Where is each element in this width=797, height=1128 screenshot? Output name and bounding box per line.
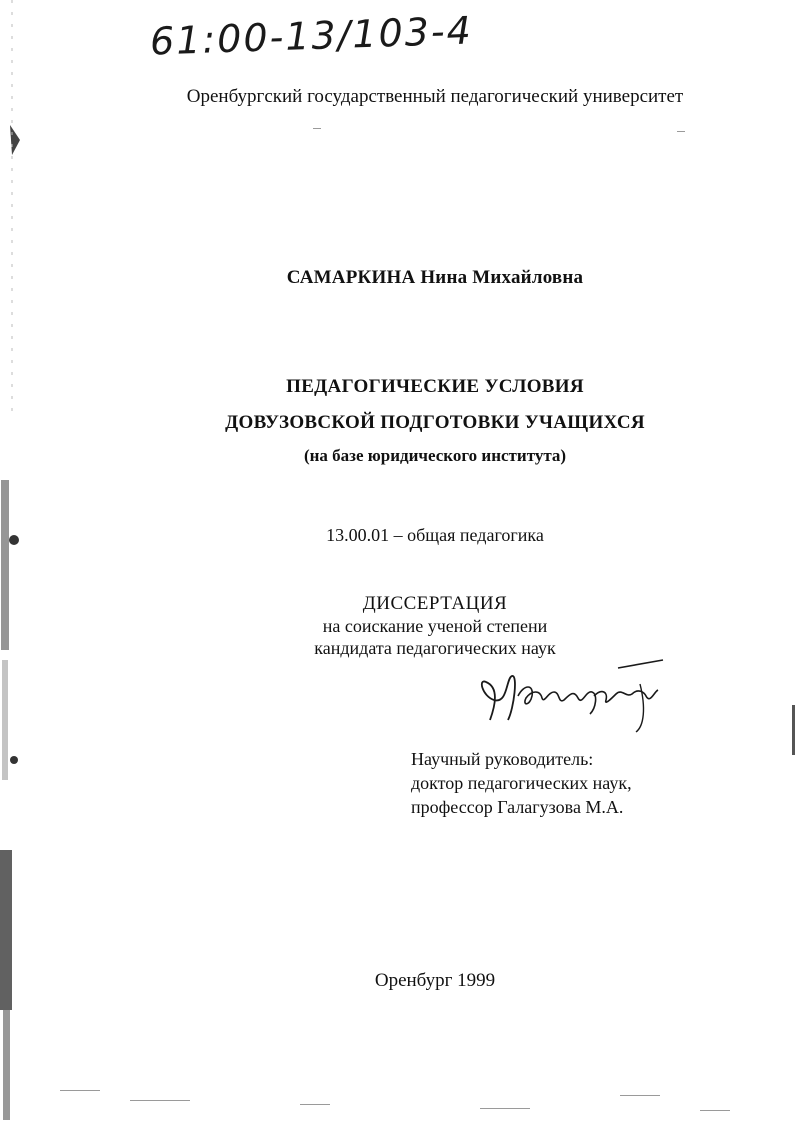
degree-line-1: на соискание ученой степени — [322, 616, 548, 636]
title-line-2: ДОВУЗОВСКОЙ ПОДГОТОВКИ УЧАЩИХСЯ — [225, 412, 645, 433]
specialty-code: 13.00.01 – общая педагогика — [326, 525, 544, 545]
signature-icon — [468, 648, 678, 738]
scan-mark — [677, 131, 685, 132]
supervisor-name: профессор Галагузова М.А. — [411, 797, 624, 817]
supervisor-block — [411, 747, 632, 819]
scan-mark — [130, 1100, 190, 1101]
city-year: Оренбург 1999 — [374, 970, 496, 991]
degree-line-2: кандидата педагогических наук — [314, 638, 556, 658]
title-subtitle: (на базе юридического института) — [303, 446, 567, 465]
scan-mark — [700, 1110, 730, 1111]
scan-mark — [480, 1108, 530, 1109]
scan-mark — [620, 1095, 660, 1096]
scan-mark — [313, 128, 321, 129]
document-type: ДИССЕРТАЦИЯ — [362, 593, 508, 614]
author-name: САМАРКИНА Нина Михайловна — [286, 267, 584, 288]
scan-edge-mark — [792, 705, 795, 755]
title-line-1: ПЕДАГОГИЧЕСКИЕ УСЛОВИЯ — [286, 376, 584, 397]
archive-code: 61:00-13/103-4 — [149, 8, 474, 64]
scan-mark — [60, 1090, 100, 1091]
supervisor-label: Научный руководитель: — [411, 749, 594, 769]
scan-mark — [300, 1104, 330, 1105]
university-name: Оренбургский государственный педагогический университет — [186, 86, 684, 107]
supervisor-degree: доктор педагогических наук, — [411, 773, 632, 793]
scan-edge-artifact — [0, 0, 28, 1128]
